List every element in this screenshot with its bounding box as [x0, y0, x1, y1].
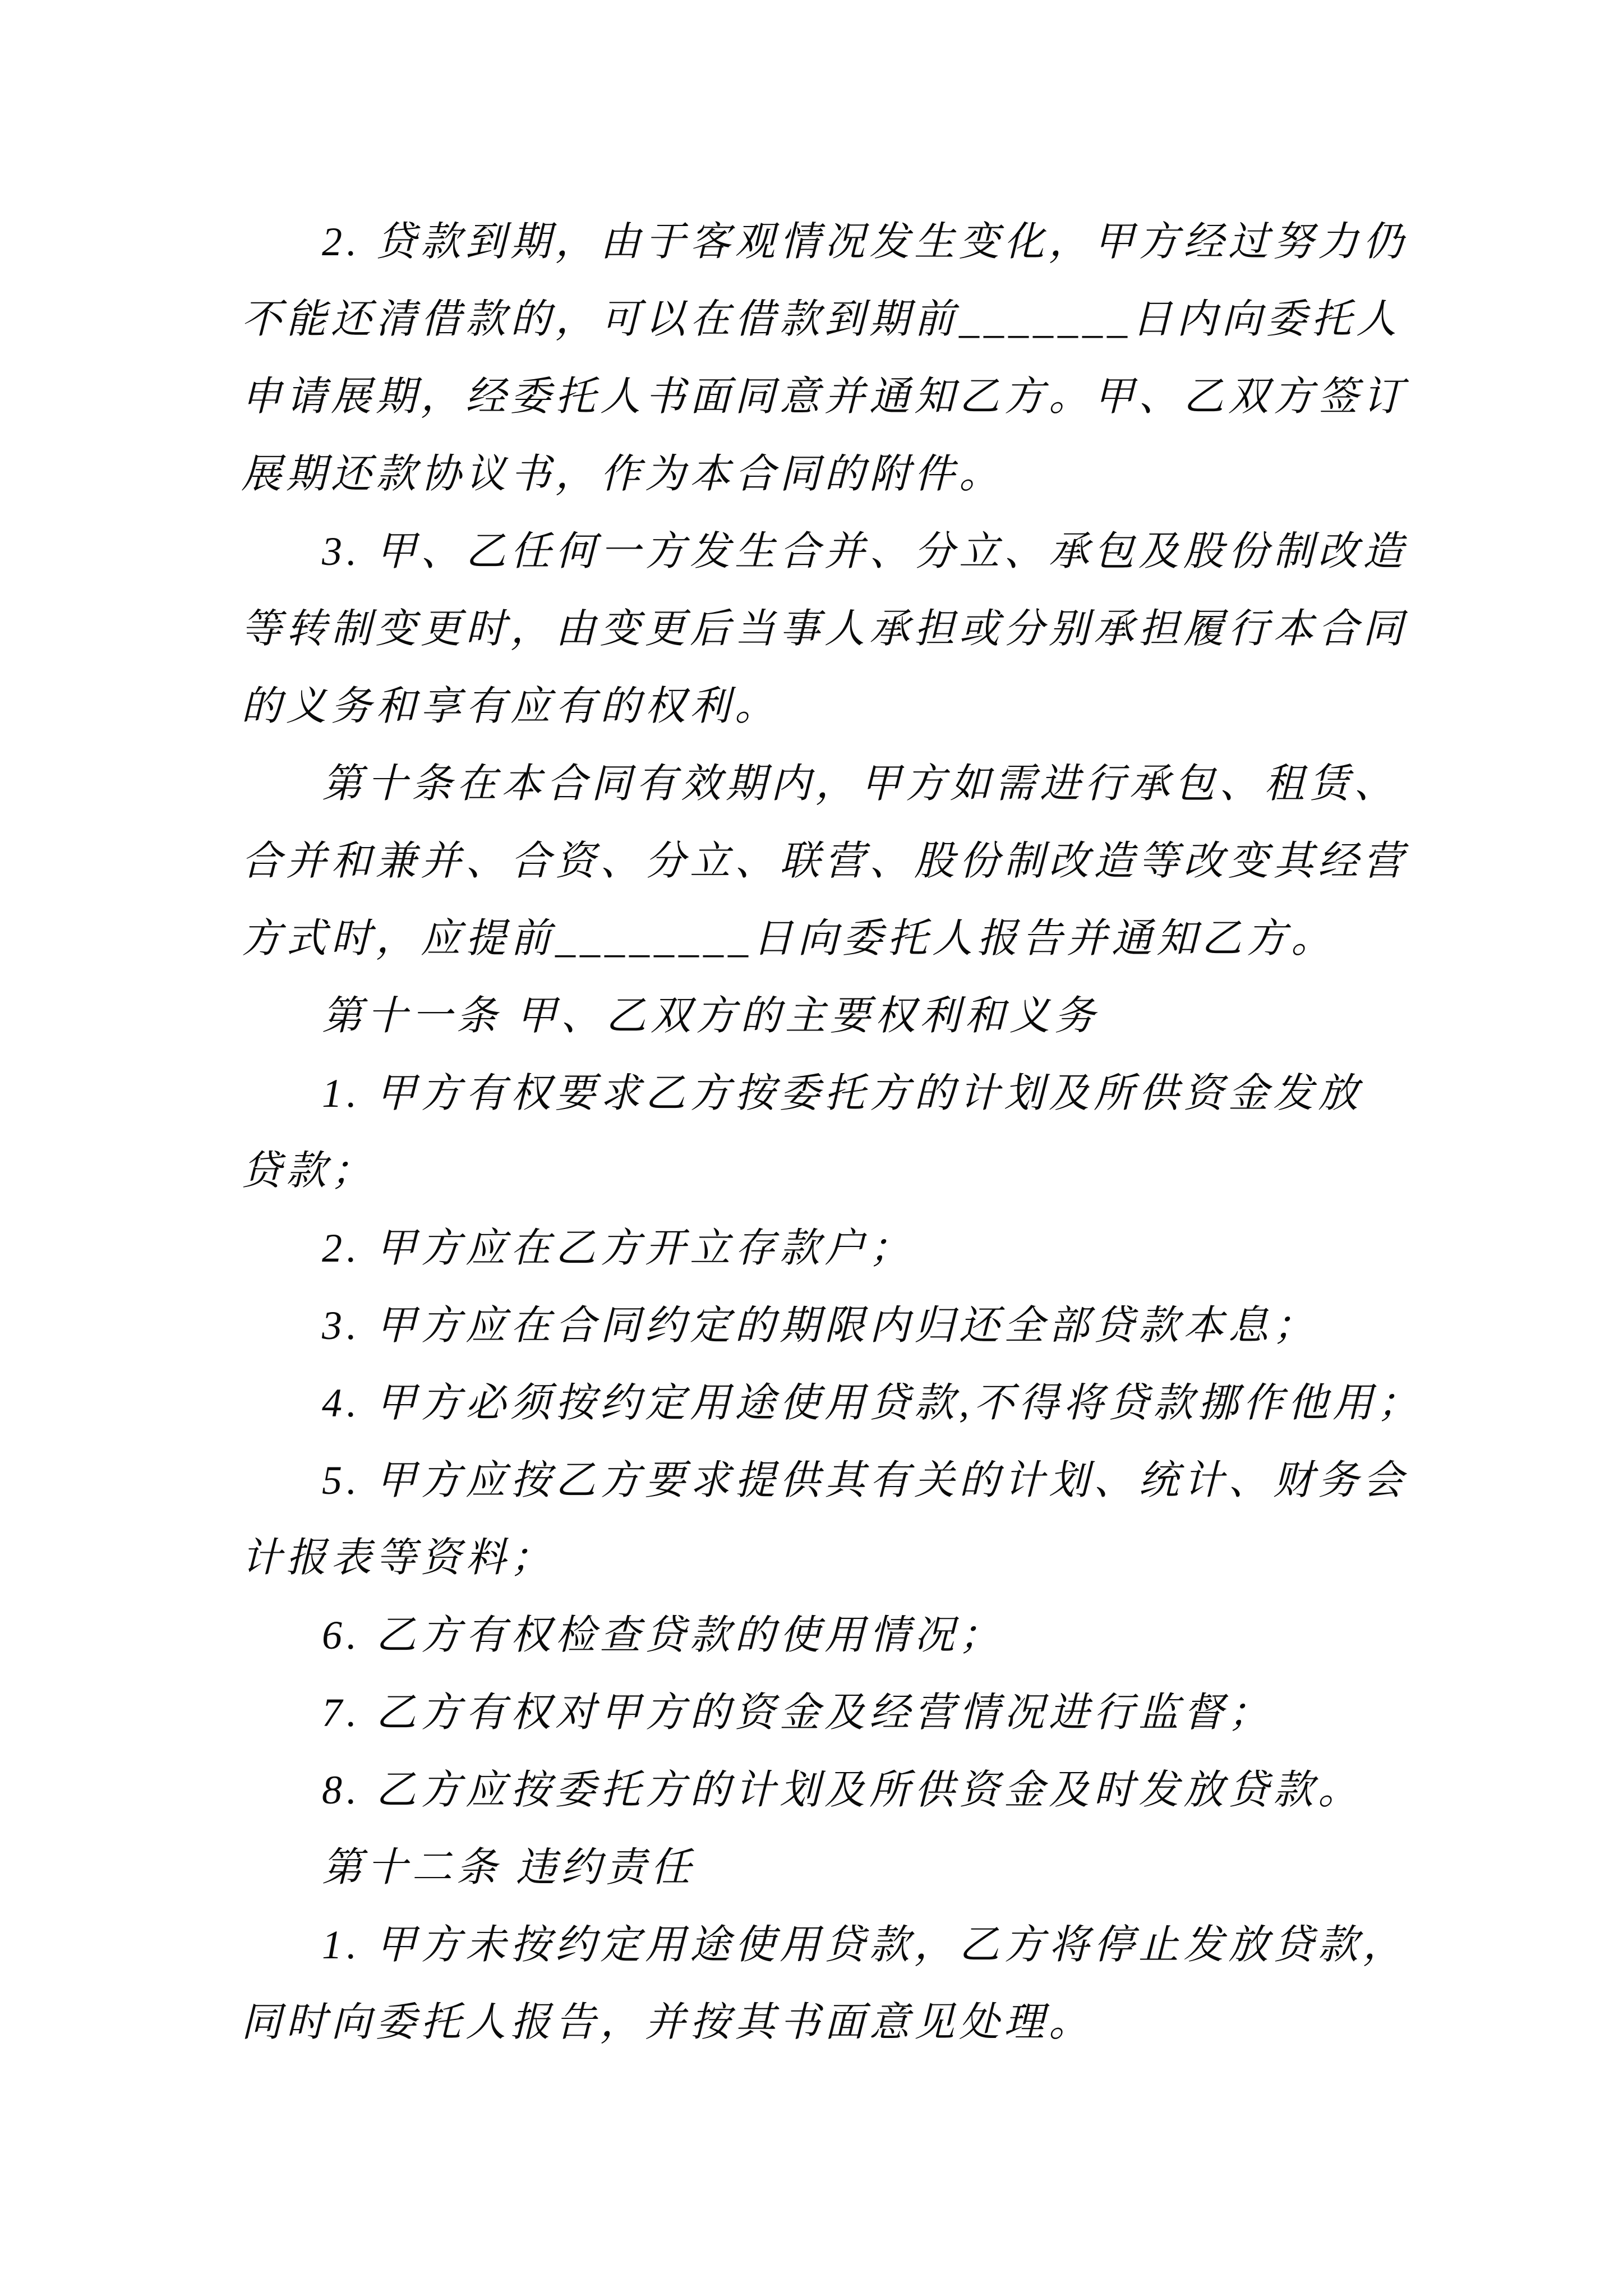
- text-line: 计报表等资料；: [241, 1535, 556, 1580]
- paragraph-clause-11-item-5: [241, 1442, 1475, 1596]
- paragraph-clause-11-item-3: [241, 1287, 1475, 1364]
- paragraph-clause-9-item-2: [241, 203, 1475, 513]
- text-line: 4. 甲方必须按约定用途使用贷款,不得将贷款挪作他用；: [322, 1381, 1423, 1425]
- text-line: 申请展期，经委托人书面同意并通知乙方。甲、乙双方签订: [241, 374, 1408, 419]
- paragraph-clause-11-item-2: [241, 1209, 1475, 1287]
- text-line: 第十一条 甲、乙双方的主要权利和义务: [322, 993, 1100, 1038]
- paragraph-clause-11-item-1: [241, 1055, 1475, 1209]
- document-body: [241, 203, 1475, 2061]
- text-line: 的义务和享有应有的权利。: [241, 684, 780, 729]
- text-line: 展期还款协议书，作为本合同的附件。: [241, 452, 1004, 496]
- text-line: 3. 甲、乙任何一方发生合并、分立、承包及股份制改造: [322, 529, 1408, 574]
- text-line: 1. 甲方有权要求乙方按委托方的计划及所供资金发放: [322, 1071, 1363, 1116]
- paragraph-clause-11-item-6: [241, 1596, 1475, 1674]
- text-line: 2. 贷款到期，由于客观情况发生变化，甲方经过努力仍: [322, 219, 1408, 264]
- paragraph-clause-9-item-3: [241, 513, 1475, 745]
- text-line: 等转制变更时，由变更后当事人承担或分别承担履行本合同: [241, 606, 1408, 651]
- text-line: 7. 乙方有权对甲方的资金及经营情况进行监督；: [322, 1690, 1274, 1735]
- text-line: 6. 乙方有权检查贷款的使用情况；: [322, 1613, 1004, 1658]
- text-line: 贷款；: [241, 1148, 376, 1193]
- paragraph-clause-11-item-7: [241, 1674, 1475, 1751]
- paragraph-clause-11-item-8: [241, 1751, 1475, 1829]
- text-line: 不能还清借款的，可以在借款到期前_______日内向委托人: [241, 297, 1401, 342]
- text-line: 3. 甲方应在合同约定的期限内归还全部贷款本息；: [322, 1303, 1318, 1348]
- text-line: 8. 乙方应按委托方的计划及所供资金及时发放贷款。: [322, 1768, 1363, 1812]
- paragraph-clause-11-heading: [241, 977, 1475, 1055]
- text-line: 同时向委托人报告，并按其书面意见处理。: [241, 2000, 1094, 2045]
- paragraph-clause-12-item-1: [241, 1906, 1475, 2061]
- text-line: 方式时，应提前________日向委托人报告并通知乙方。: [241, 916, 1336, 961]
- text-line: 合并和兼并、合资、分立、联营、股份制改造等改变其经营: [241, 839, 1408, 884]
- text-line: 2. 甲方应在乙方开立存款户；: [322, 1226, 915, 1271]
- paragraph-clause-11-item-4: [241, 1364, 1475, 1442]
- text-line: 第十条在本合同有效期内，甲方如需进行承包、租赁、: [322, 761, 1399, 806]
- text-line: 1. 甲方未按约定用途使用贷款，乙方将停止发放贷款，: [322, 1922, 1408, 1967]
- paragraph-clause-12-heading: [241, 1829, 1475, 1906]
- text-line: 5. 甲方应按乙方要求提供其有关的计划、统计、财务会: [322, 1458, 1408, 1503]
- paragraph-clause-10: [241, 745, 1475, 977]
- text-line: 第十二条 违约责任: [322, 1845, 696, 1890]
